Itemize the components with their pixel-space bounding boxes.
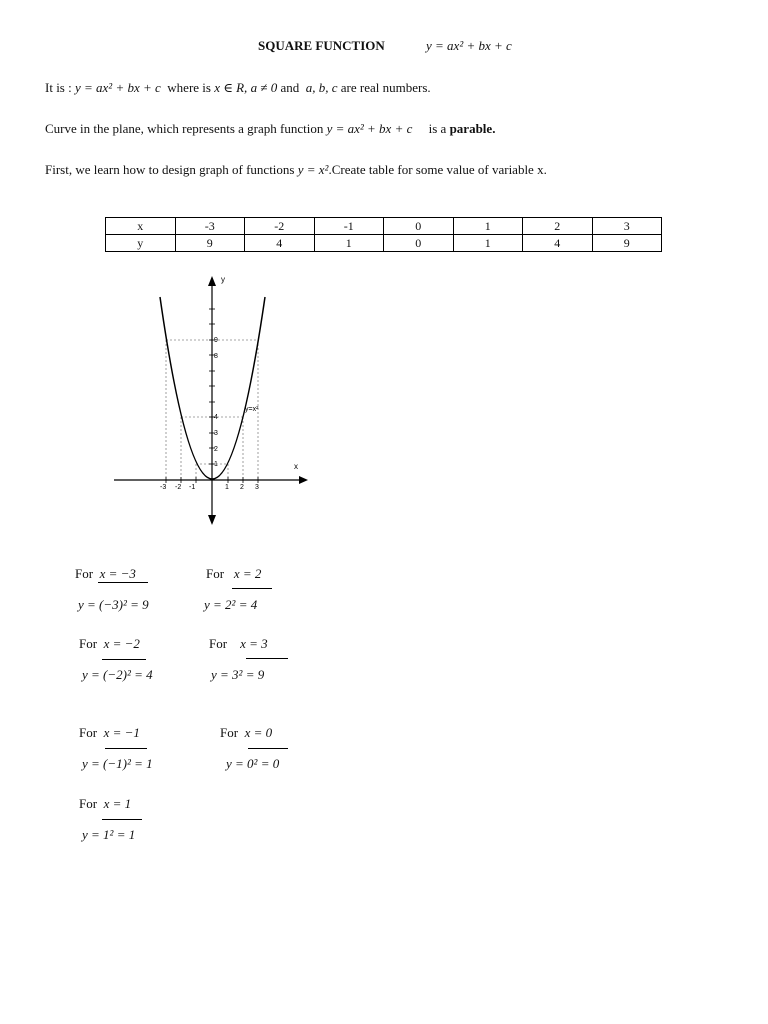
calc-y: y = 0² = 0 bbox=[226, 756, 280, 771]
calc-rule bbox=[102, 659, 146, 660]
x-tick-labels bbox=[160, 484, 259, 491]
table-cell: 1 bbox=[453, 235, 523, 252]
y-tick-label: 9 bbox=[214, 337, 218, 344]
intro-suffix: are real numbers. bbox=[340, 80, 431, 95]
table-cell: 2 bbox=[523, 218, 593, 235]
x-axis-label: x bbox=[294, 462, 298, 471]
calc-block bbox=[75, 566, 136, 582]
curve-bold: parable. bbox=[449, 121, 496, 136]
table-cell: 9 bbox=[175, 235, 245, 252]
calc-y: y = 1² = 1 bbox=[82, 827, 136, 842]
calc-rule bbox=[248, 748, 288, 749]
calc-for: For bbox=[79, 636, 98, 651]
table-cell: y bbox=[106, 235, 176, 252]
curve-formula: y = ax² + bx + c bbox=[326, 121, 413, 136]
x-tick-label: -3 bbox=[160, 484, 167, 491]
intro-and: and bbox=[280, 80, 300, 95]
y-axis-arrow-down bbox=[208, 515, 216, 525]
first-formula: y = x² bbox=[297, 162, 329, 177]
table-cell: 0 bbox=[384, 218, 454, 235]
intro-domain: x ∈ R, bbox=[214, 80, 248, 95]
calc-for: For bbox=[209, 636, 228, 651]
curve-label: y=x² bbox=[245, 406, 259, 413]
curve-middle: is a bbox=[428, 121, 447, 136]
x-tick-label: -1 bbox=[189, 484, 196, 491]
calc-y: y = (−1)² = 1 bbox=[82, 756, 153, 771]
calc-x: x = 0 bbox=[244, 725, 273, 740]
x-tick-label: 3 bbox=[255, 484, 259, 491]
intro-vars: a, b, c bbox=[305, 80, 338, 95]
calc-x: x = 2 bbox=[233, 566, 262, 581]
table-row-x bbox=[106, 218, 662, 235]
calc-x: x = −2 bbox=[103, 636, 140, 651]
calc-y: y = 3² = 9 bbox=[211, 667, 265, 682]
table-cell: 3 bbox=[592, 218, 662, 235]
x-tick-label: 2 bbox=[240, 484, 244, 491]
y-tick-label: 3 bbox=[214, 430, 218, 437]
calc-for: For bbox=[206, 566, 225, 581]
x-axis-arrow bbox=[299, 476, 308, 484]
intro-formula: y = ax² + bx + c bbox=[74, 80, 161, 95]
y-tick-labels bbox=[214, 337, 218, 468]
title-formula: y = ax² + bx + c bbox=[426, 38, 512, 53]
table-cell: -3 bbox=[175, 218, 245, 235]
calc-block bbox=[209, 636, 268, 652]
calc-block bbox=[220, 725, 272, 741]
calc-block bbox=[206, 566, 261, 582]
page-title: SQUARE FUNCTION bbox=[258, 38, 385, 53]
intro-prefix: It is : bbox=[45, 80, 72, 95]
curve-prefix: Curve in the plane, which represents a graph function bbox=[45, 121, 324, 136]
curve-line bbox=[45, 121, 495, 137]
calc-x: x = −3 bbox=[99, 566, 136, 581]
table-cell: -2 bbox=[245, 218, 315, 235]
calc-y: y = 2² = 4 bbox=[204, 597, 258, 612]
calc-rule bbox=[232, 588, 272, 589]
calc-rule bbox=[98, 582, 148, 583]
intro-condition: a ≠ 0 bbox=[250, 80, 278, 95]
calc-x: x = 3 bbox=[240, 636, 268, 651]
table-cell: -1 bbox=[314, 218, 384, 235]
value-table bbox=[105, 217, 662, 252]
calc-for: For bbox=[79, 796, 98, 811]
intro-where: where is bbox=[167, 80, 211, 95]
parabola-graph bbox=[110, 268, 320, 530]
y-tick-label: 2 bbox=[214, 446, 218, 453]
table-cell: 0 bbox=[384, 235, 454, 252]
calc-for: For bbox=[220, 725, 239, 740]
calc-for: For bbox=[79, 725, 98, 740]
calc-y: y = (−2)² = 4 bbox=[82, 667, 153, 682]
intro-line bbox=[45, 80, 431, 96]
table-cell: 1 bbox=[314, 235, 384, 252]
table-cell: 9 bbox=[592, 235, 662, 252]
calc-block bbox=[79, 725, 140, 741]
table-row-y bbox=[106, 235, 662, 252]
y-tick-label: 4 bbox=[214, 414, 218, 421]
calc-rule bbox=[246, 658, 288, 659]
y-tick-label: 1 bbox=[214, 461, 218, 468]
y-axis-arrow-up bbox=[208, 276, 216, 286]
calc-block bbox=[79, 636, 140, 652]
table-cell: 1 bbox=[453, 218, 523, 235]
calc-block bbox=[79, 796, 131, 812]
first-line bbox=[45, 162, 547, 178]
calc-rule bbox=[102, 819, 142, 820]
calc-y: y = (−3)² = 9 bbox=[78, 597, 149, 612]
calc-x: x = 1 bbox=[103, 796, 132, 811]
table-cell: x bbox=[106, 218, 176, 235]
x-tick-label: 1 bbox=[225, 484, 229, 491]
first-suffix: .Create table for some value of variable x. bbox=[328, 162, 547, 177]
y-tick-label: 8 bbox=[214, 353, 218, 360]
table-cell: 4 bbox=[523, 235, 593, 252]
calc-x: x = −1 bbox=[103, 725, 140, 740]
calc-rule bbox=[105, 748, 147, 749]
x-tick-label: -2 bbox=[175, 484, 182, 491]
first-prefix: First, we learn how to design graph of functions bbox=[45, 162, 295, 177]
table-cell: 4 bbox=[245, 235, 315, 252]
y-axis-label: y bbox=[221, 275, 225, 284]
calc-for: For bbox=[75, 566, 94, 581]
